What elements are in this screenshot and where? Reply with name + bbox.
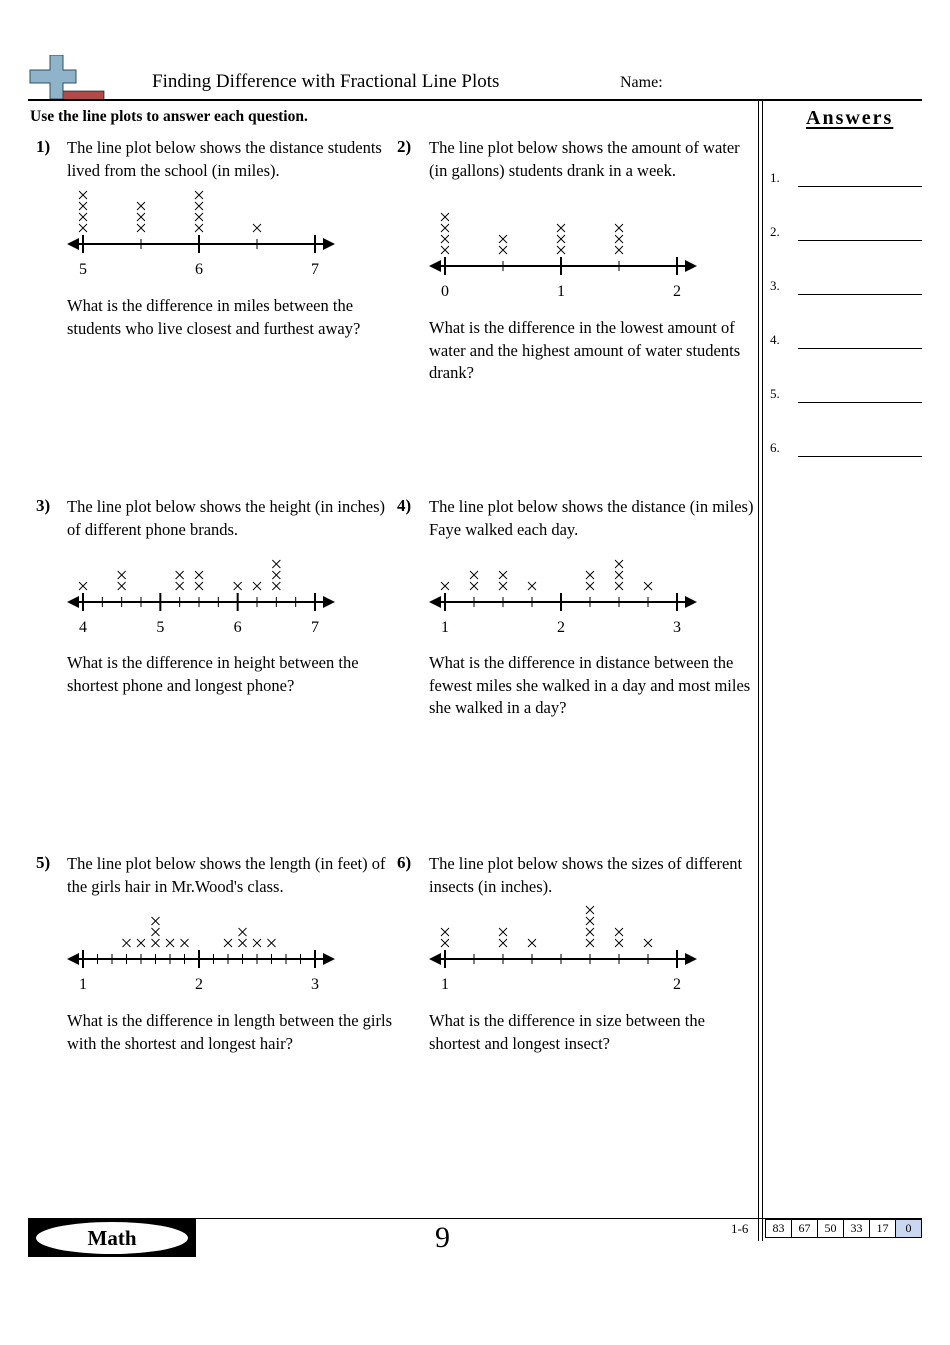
data-mark-x <box>79 202 87 210</box>
axis-arrow-right <box>323 596 335 608</box>
data-mark-x <box>195 582 203 590</box>
axis-tick-label: 2 <box>195 976 203 993</box>
data-mark-x <box>79 582 87 590</box>
answer-line[interactable] <box>798 294 922 295</box>
question-text: What is the difference in miles between the students who live closest and furthest away? <box>67 296 361 338</box>
score-cell: 67 <box>792 1219 818 1238</box>
answer-row-3[interactable] <box>770 278 922 298</box>
data-mark-x <box>615 560 623 568</box>
data-mark-x <box>499 928 507 936</box>
data-mark-x <box>499 571 507 579</box>
axis-arrow-left <box>429 953 441 965</box>
question-prompt: The line plot below shows the sizes of different insects (in inches). <box>429 854 743 896</box>
answer-row-1[interactable] <box>770 170 922 190</box>
data-mark-x <box>272 571 280 579</box>
axis-tick-label: 7 <box>311 261 319 278</box>
data-mark-x <box>79 224 87 232</box>
data-mark-x <box>123 939 131 947</box>
data-mark-x <box>253 582 261 590</box>
question-text: What is the difference in height between the shortest phone and longest phone? <box>67 653 359 695</box>
data-mark-x <box>644 939 652 947</box>
question-prompt: The line plot below shows the length (in feet) of the girls hair in Mr.Wood's class. <box>67 854 386 896</box>
data-mark-x <box>499 246 507 254</box>
data-mark-x <box>79 191 87 199</box>
axis-tick-label: 0 <box>441 283 449 300</box>
data-mark-x <box>586 906 594 914</box>
data-mark-x <box>557 246 565 254</box>
data-mark-x <box>137 213 145 221</box>
data-mark-x <box>528 582 536 590</box>
question-number: 4) <box>397 496 412 515</box>
line-plot-4 <box>427 548 702 638</box>
answer-column-divider <box>758 101 759 1241</box>
answer-number: 3. <box>770 278 780 293</box>
axis-arrow-right <box>323 953 335 965</box>
question-prompt: The line plot below shows the distance students lived from the school (in miles). <box>67 138 382 180</box>
question-prompt: The line plot below shows the distance (in miles) Faye walked each day. <box>429 497 754 539</box>
data-mark-x <box>586 928 594 936</box>
answer-number: 2. <box>770 224 780 239</box>
axis-tick-label: 2 <box>673 976 681 993</box>
axis-tick-label: 6 <box>195 261 203 278</box>
data-mark-x <box>615 246 623 254</box>
data-mark-x <box>239 939 247 947</box>
data-mark-x <box>586 582 594 590</box>
answer-row-2[interactable] <box>770 224 922 244</box>
data-mark-x <box>470 571 478 579</box>
axis-tick-label: 3 <box>673 619 681 636</box>
data-mark-x <box>470 582 478 590</box>
axis-arrow-right <box>323 238 335 250</box>
line-plot-2 <box>427 200 702 302</box>
answer-line[interactable] <box>798 456 922 457</box>
score-cell: 50 <box>818 1219 844 1238</box>
data-mark-x <box>253 939 261 947</box>
question-number: 2) <box>397 137 412 156</box>
question-prompt: The line plot below shows the height (in inches) of different phone brands. <box>67 497 386 539</box>
data-mark-x <box>195 213 203 221</box>
data-mark-x <box>253 224 261 232</box>
answer-number: 6. <box>770 440 780 455</box>
score-range-label: 1-6 <box>731 1221 749 1236</box>
data-mark-x <box>644 582 652 590</box>
answer-number: 1. <box>770 170 780 185</box>
data-mark-x <box>528 939 536 947</box>
page-number: 9 <box>435 1221 450 1254</box>
data-mark-x <box>615 224 623 232</box>
question-text: What is the difference in the lowest amount of water and the highest amount of water students drank? <box>429 318 741 382</box>
data-mark-x <box>586 571 594 579</box>
axis-tick-label: 3 <box>311 976 319 993</box>
question-prompt: The line plot below shows the amount of water (in gallons) students drank in a week. <box>429 138 740 180</box>
plus-logo-icon <box>28 55 108 101</box>
line-plot-5 <box>65 905 340 995</box>
axis-tick-label: 5 <box>156 619 165 636</box>
data-mark-x <box>441 213 449 221</box>
question-text: What is the difference in distance between the fewest miles she walked in a day and most miles she walked in a day? <box>429 653 751 717</box>
axis-tick-label: 2 <box>673 283 681 300</box>
data-mark-x <box>499 939 507 947</box>
axis-tick-label: 4 <box>79 619 87 636</box>
axis-tick-label: 6 <box>233 619 242 636</box>
question-number: 6) <box>397 853 412 872</box>
axis-tick-label: 5 <box>79 261 87 278</box>
data-mark-x <box>137 202 145 210</box>
data-mark-x <box>152 928 160 936</box>
data-mark-x <box>557 224 565 232</box>
name-label: Name: <box>620 74 663 91</box>
data-mark-x <box>195 224 203 232</box>
data-mark-x <box>239 928 247 936</box>
answer-row-5[interactable] <box>770 386 922 406</box>
data-mark-x <box>118 582 126 590</box>
instructions: Use the line plots to answer each question. <box>30 108 308 125</box>
data-mark-x <box>152 917 160 925</box>
data-mark-x <box>586 939 594 947</box>
question-text: What is the difference in size between the shortest and longest insect? <box>429 1011 705 1053</box>
data-mark-x <box>195 571 203 579</box>
answer-line[interactable] <box>798 186 922 187</box>
data-mark-x <box>166 939 174 947</box>
data-mark-x <box>176 571 184 579</box>
axis-arrow-left <box>67 238 79 250</box>
answer-line[interactable] <box>798 348 922 349</box>
answer-row-6[interactable] <box>770 440 922 460</box>
answer-column-divider-inner <box>762 101 763 1241</box>
score-cell: 17 <box>870 1219 896 1238</box>
data-mark-x <box>224 939 232 947</box>
axis-tick-label: 1 <box>441 976 449 993</box>
score-cell: 33 <box>844 1219 870 1238</box>
axis-tick-label: 1 <box>79 976 87 993</box>
question-text: What is the difference in length between the girls with the shortest and longest hair? <box>67 1011 392 1053</box>
axis-tick-label: 1 <box>441 619 449 636</box>
data-mark-x <box>268 939 276 947</box>
answer-row-4[interactable] <box>770 332 922 352</box>
answer-line[interactable] <box>798 402 922 403</box>
data-mark-x <box>615 928 623 936</box>
axis-tick-label: 2 <box>557 619 565 636</box>
score-cell: 83 <box>765 1219 792 1238</box>
axis-arrow-left <box>429 596 441 608</box>
question-number: 5) <box>36 853 51 872</box>
math-badge-label: Math <box>36 1222 188 1254</box>
axis-tick-label: 1 <box>557 283 565 300</box>
page-title: Finding Difference with Fractional Line Plots <box>152 71 500 92</box>
data-mark-x <box>195 191 203 199</box>
data-mark-x <box>176 582 184 590</box>
data-mark-x <box>152 939 160 947</box>
data-mark-x <box>441 582 449 590</box>
data-mark-x <box>615 939 623 947</box>
data-mark-x <box>615 571 623 579</box>
math-badge <box>28 1219 196 1257</box>
axis-arrow-right <box>685 260 697 272</box>
data-mark-x <box>195 202 203 210</box>
data-mark-x <box>586 917 594 925</box>
data-mark-x <box>272 582 280 590</box>
line-plot-1 <box>65 175 340 280</box>
data-mark-x <box>499 235 507 243</box>
answer-number: 4. <box>770 332 780 347</box>
data-mark-x <box>234 582 242 590</box>
data-mark-x <box>79 213 87 221</box>
data-mark-x <box>137 224 145 232</box>
data-mark-x <box>441 928 449 936</box>
data-mark-x <box>118 571 126 579</box>
data-mark-x <box>272 560 280 568</box>
data-mark-x <box>181 939 189 947</box>
axis-arrow-right <box>685 596 697 608</box>
answer-number: 5. <box>770 386 780 401</box>
answers-title: Answers <box>806 107 894 129</box>
axis-arrow-left <box>67 953 79 965</box>
axis-tick-label: 7 <box>311 619 319 636</box>
axis-arrow-right <box>685 953 697 965</box>
axis-arrow-left <box>67 596 79 608</box>
data-mark-x <box>441 224 449 232</box>
line-plot-6 <box>427 905 702 995</box>
question-number: 1) <box>36 137 51 156</box>
line-plot-3 <box>65 548 340 638</box>
data-mark-x <box>615 235 623 243</box>
score-cell: 0 <box>896 1219 922 1238</box>
data-mark-x <box>137 939 145 947</box>
data-mark-x <box>557 235 565 243</box>
axis-arrow-left <box>429 260 441 272</box>
data-mark-x <box>441 246 449 254</box>
answer-line[interactable] <box>798 240 922 241</box>
header-rule <box>28 99 922 101</box>
question-number: 3) <box>36 496 51 515</box>
data-mark-x <box>615 582 623 590</box>
data-mark-x <box>441 939 449 947</box>
data-mark-x <box>441 235 449 243</box>
data-mark-x <box>499 582 507 590</box>
score-table <box>765 1219 922 1238</box>
